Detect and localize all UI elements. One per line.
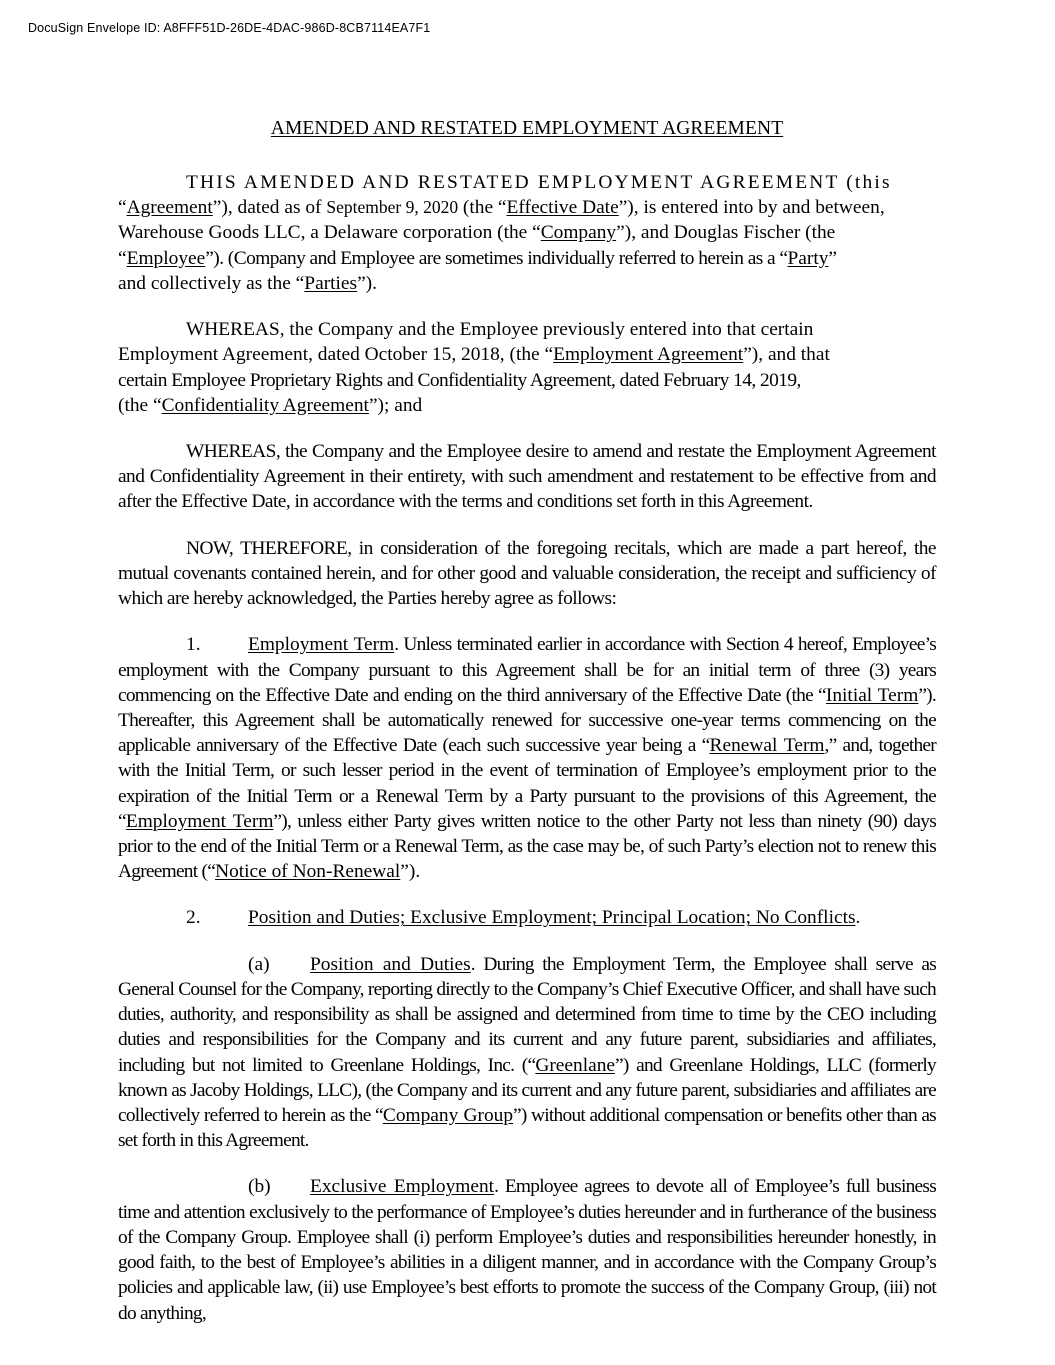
whereas1-line1: WHEREAS, the Company and the Employee previously entered into that certain [186, 319, 814, 341]
docusign-envelope-id: DocuSign Envelope ID: A8FFF51D-26DE-4DAC-986D-8CB7114EA7F1 [28, 21, 431, 35]
section-1-body-a: . Unless terminated earlier in accordance with Section 4 hereof, Employee’s employment with the Company pursuant to this Agreement shall be for an initial term of three (3) years commencing on the Effective Date and ending on the third anniversary of the Effective Date (the “ [118, 634, 936, 706]
defined-term-company: Company [540, 222, 617, 244]
quote-open: “ [118, 197, 127, 219]
section-1-body-c: ,” and, together with the Initial Term, or such lesser period in the event of termination of Employee’s employment prior to the expiration of the Initial Term or a Renewal Term by a Party pursuant to the provisions of this Agreement, the “ [118, 735, 936, 832]
preamble-company-post: ”), and Douglas Fischer (the [616, 222, 836, 244]
whereas1-line4-pre: (the “ [118, 394, 162, 416]
section-2a-position-and-duties [118, 952, 936, 1154]
section-1-number: 1. [186, 634, 201, 656]
section-2-heading: Position and Duties; Exclusive Employment; Principal Location; No Conflicts [248, 907, 856, 929]
preamble-mid2: (the “ [458, 197, 507, 219]
section-2-period: . [855, 907, 861, 929]
preamble-end: ”), is entered into by and between, [618, 197, 885, 219]
section-1-body-e: ”). [400, 861, 421, 883]
section-1-heading: Employment Term [248, 634, 395, 656]
paragraph-now-therefore: NOW, THEREFORE, in consideration of the foregoing recitals, which are made a part hereof, the mutual covenants contained herein, and for other good and valuable consideration, the receipt and sufficiency of which are hereby acknowledged, the Parties hereby agree as follows: [118, 537, 936, 610]
defined-term-employee: Employee [126, 247, 206, 269]
defined-term-employment-term: Employment Term [125, 810, 274, 832]
preamble-employee-mid: ”). (Company and Employee are sometimes individually referred to herein as a “ [205, 247, 788, 269]
section-2a-body-c: ”) without additional compensation or benefits other than as set forth in this Agreement. [118, 1105, 936, 1152]
preamble-lead: THIS AMENDED AND RESTATED EMPLOYMENT AGREEMENT (this [186, 172, 892, 193]
defined-term-party: Party [787, 247, 829, 269]
section-2a-label: (a) [248, 953, 270, 975]
section-2b-body: . Employee agrees to devote all of Employee’s full business time and attention exclusively to the performance of Employee’s duties hereunder and in furtherance of the business of the Company Group. Employee shall (i) perform Employee’s duties and responsibilities hereunder honestly, in good faith, to the best of Employee’s abilities in a diligent manner, and in accordance with the Company Group’s policies and applicable law, (ii) use Employee’s best efforts to promote the success of the Company Group, (iii) not do anything, [118, 1176, 937, 1324]
defined-term-parties: Parties [304, 272, 358, 294]
preamble-company-pre: Warehouse Goods LLC, a Delaware corporation (the “ [118, 222, 541, 244]
preamble-parties-pre: and collectively as the “ [118, 272, 305, 294]
defined-term-agreement: Agreement [126, 197, 213, 219]
section-2-heading-row [118, 905, 936, 930]
section-1-body-d: ”), unless either Party gives written notice to the other Party not less than ninety (90) days prior to the end of the Initial Term or a Renewal Term, as the case may be, of such Party’s election not to renew this Agreement (“ [118, 810, 936, 883]
section-2a-heading: Position and Duties [310, 953, 471, 975]
section-2-number: 2. [186, 907, 201, 929]
defined-term-effective-date: Effective Date [506, 197, 619, 219]
defined-term-greenlane: Greenlane [535, 1054, 616, 1076]
section-2a-body-b: ”) and Greenlane Holdings, LLC (formerly known as Jacoby Holdings, LLC), (the Company and its current and any future parent, subsidiaries and affiliates are collectively referred to herein as the “ [118, 1054, 937, 1126]
page-title [118, 118, 936, 140]
page-title-text: AMENDED AND RESTATED EMPLOYMENT AGREEMENT [270, 118, 784, 139]
defined-term-employment-agreement: Employment Agreement [553, 344, 744, 366]
paragraph-whereas-1 [118, 317, 936, 418]
whereas1-line2-post: ”), and that [743, 344, 830, 366]
section-2b-label: (b) [248, 1176, 271, 1198]
preamble-employee-pre: “ [118, 247, 127, 269]
defined-term-notice-of-non-renewal: Notice of Non-Renewal [215, 861, 401, 883]
defined-term-initial-term: Initial Term [825, 684, 919, 706]
defined-term-company-group: Company Group [382, 1105, 514, 1126]
whereas1-line3: certain Employee Proprietary Rights and Confidentiality Agreement, dated February 14, 2019, [118, 369, 801, 391]
defined-term-confidentiality-agreement: Confidentiality Agreement [161, 394, 369, 416]
section-1-body-b: ”). Thereafter, this Agreement shall be automatically renewed for successive one-year terms commencing on the applicable anniversary of the Effective Date (each such successive year being a “ [118, 684, 936, 757]
preamble-parties-end: ”). [357, 272, 377, 294]
quote-close: ” [828, 247, 838, 269]
paragraph-preamble [118, 170, 936, 296]
whereas1-line2-pre: Employment Agreement, dated October 15, 2018, (the “ [118, 344, 554, 366]
section-2b-heading: Exclusive Employment [310, 1176, 495, 1198]
paragraph-whereas-2: WHEREAS, the Company and the Employee desire to amend and restate the Employment Agreement and Confidentiality Agreement in their entirety, with such amendment and restatement to be effective from and after the Effective Date, in accordance with the terms and conditions set forth in this Agreement. [118, 440, 936, 513]
section-2b-exclusive-employment [118, 1174, 936, 1325]
defined-term-renewal-term: Renewal Term [709, 735, 825, 757]
whereas1-line4-post: ”); and [368, 394, 423, 416]
document-body [118, 118, 936, 1347]
section-1-employment-term [118, 632, 936, 884]
effective-date-value: September 9, 2020 [326, 197, 459, 218]
section-2a-body-a: . During the Employment Term, the Employee shall serve as General Counsel for the Company, reporting directly to the Company’s Chief Executive Officer, and shall have such duties, authority, and responsibility as shall be assigned and determined from time to time by the CEO including duties and responsibilities for the Company and its current and any future parent, subsidiaries and affiliates, including but not limited to Greenlane Holdings, Inc. (“ [118, 953, 936, 1076]
preamble-mid: ”), dated as of [212, 197, 327, 219]
